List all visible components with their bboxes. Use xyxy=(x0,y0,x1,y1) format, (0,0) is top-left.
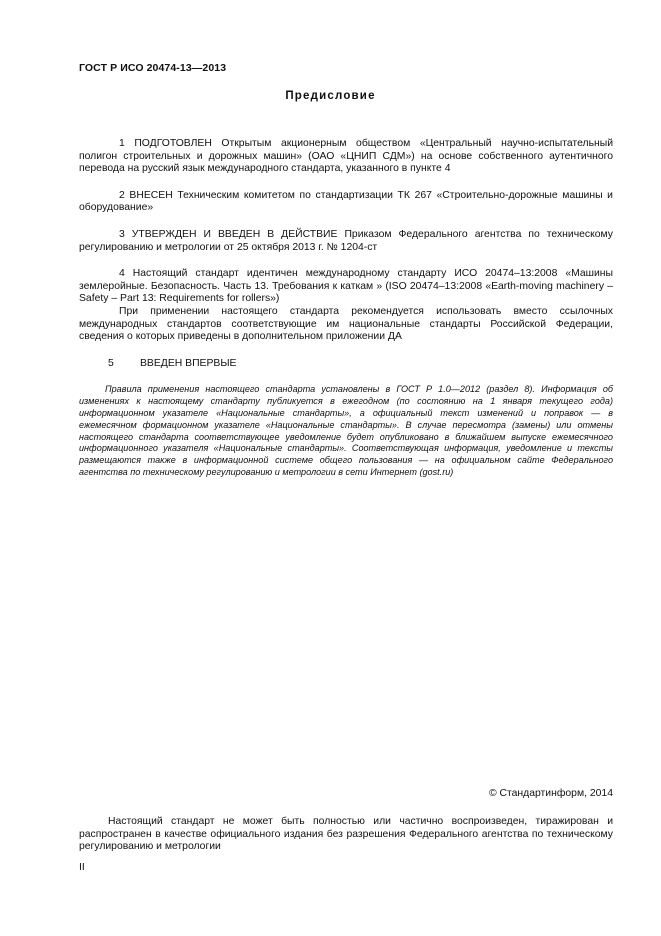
page-number: II xyxy=(79,862,85,873)
item-5-first-introduced xyxy=(79,358,613,371)
item-4-identical: 4 Настоящий стандарт идентичен международному стандарту ИСО 20474–13:2008 «Машины землеройные. Безопасность. Часть 13. Требования к каткам » (ISO 20474–13:2008 «Earth-moving machinery – Safety – Part 13: Requirements for rollers») xyxy=(79,268,613,305)
foreword-body xyxy=(79,138,613,479)
copyright-line: © Стандартинформ, 2014 xyxy=(488,788,613,799)
item-2-introduced: 2 ВНЕСЕН Техническим комитетом по стандартизации ТК 267 «Строительно-дорожные машины и оборудование» xyxy=(79,189,613,214)
item-4-continuation: При применении настоящего стандарта рекомендуется использовать вместо ссылочных международных стандартов соответствующие им национальные стандарты Российской Федерации, сведения о которых приведены в дополнительном приложении ДА xyxy=(79,305,613,343)
item-5-text: ВВЕДЕН ВПЕРВЫЕ xyxy=(140,357,237,369)
reproduction-notice: Настоящий стандарт не может быть полностью или частично воспроизведен, тиражирован и распространен в качестве официального издания без разрешения Федерального агентства по техническому регулированию и метрологии xyxy=(79,816,613,853)
item-1-prepared: 1 ПОДГОТОВЛЕН Открытым акционерным обществом «Центральный научно-испытательный полигон строительных и дорожных машин» (ОАО «ЦНИП СДМ») на основе собственного аутентичного перевода на русский язык международного стандарта, указанного в пункте 4 xyxy=(79,138,613,175)
item-3-approved: 3 УТВЕРЖДЕН И ВВЕДЕН В ДЕЙСТВИЕ Приказом Федерального агентства по техническому регулированию и метрологии от 25 октября 2013 г. № 1204-ст xyxy=(79,228,613,253)
item-5-number: 5 xyxy=(108,357,114,369)
application-rules-note: Правила применения настоящего стандарта установлены в ГОСТ Р 1.0—2012 (раздел 8). Информация об изменениях к настоящему стандарту публикуется в ежегодном (по состоянию на 1 января текущего года) информационном указателе «Национальные стандарты», а официальный текст изменений и поправок — в ежемесячном формационном указателе «Национальные стандарты». В случае пересмотра (замены) или отмены настоящего стандарта соответствующее уведомление будет опубликовано в ближайшем выпуске ежемесячного информационного указателя «Национальные стандарты». Соответствующая информация, уведомление и тексты размещаются также в информационной системе общего пользования — на официальном сайте Федерального агентства по техническому регулированию и метрологии в сети Интернет (gost.ru) xyxy=(79,384,613,477)
page-title: Предисловие xyxy=(285,90,376,102)
document-code-header: ГОСТ Р ИСО 20474-13—2013 xyxy=(79,62,227,74)
